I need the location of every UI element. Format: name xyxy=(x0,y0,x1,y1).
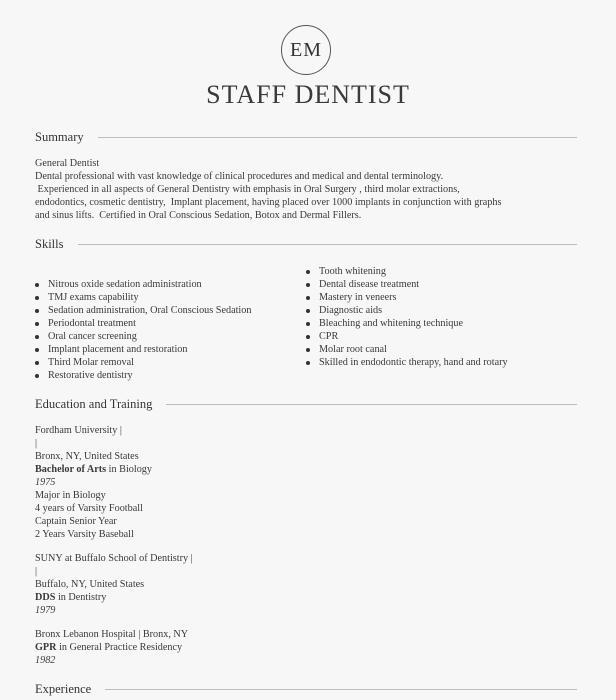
education-divider xyxy=(166,404,577,405)
degree-line xyxy=(35,591,435,604)
education-entry-bronx-lebanon xyxy=(35,628,435,667)
school-location: Bronx, NY, United States xyxy=(35,451,139,462)
degree-field: in General Practice Residency xyxy=(56,642,183,653)
resume-title: STAFF DENTIST xyxy=(206,80,410,109)
summary-line: endodontics, cosmetic dentistry, Implant placement, having placed over 1000 implants in conjunction with graphs xyxy=(35,197,502,208)
graduation-year: 1975 xyxy=(35,477,56,488)
degree-field: in Biology xyxy=(106,464,152,475)
school-name: SUNY at Buffalo School of Dentistry | xyxy=(35,553,193,564)
degree-field: in Dentistry xyxy=(55,592,107,603)
monogram-badge xyxy=(281,25,331,75)
skill-item: Mastery in veneers xyxy=(306,291,508,304)
skills-list-left xyxy=(35,278,251,382)
summary-line: Dental professional with vast knowledge of clinical procedures and medical and dental terminology. xyxy=(35,171,444,182)
experience-heading-label: Experience xyxy=(35,682,92,696)
degree-name: Bachelor of Arts xyxy=(35,464,107,475)
skills-heading xyxy=(35,237,577,252)
skill-item: Tooth whitening xyxy=(306,265,508,278)
education-note: 4 years of Varsity Football xyxy=(35,503,143,514)
separator: | xyxy=(35,438,38,449)
graduation-year: 1982 xyxy=(35,655,56,666)
graduation-year: 1979 xyxy=(35,605,56,616)
education-note: Major in Biology xyxy=(35,490,106,501)
degree-name: DDS xyxy=(35,592,56,603)
education-note: Captain Senior Year xyxy=(35,516,117,527)
skills-list-right xyxy=(306,265,508,369)
skill-item: Restorative dentistry xyxy=(35,369,251,382)
education-entry-fordham xyxy=(35,424,435,541)
skill-item: Dental disease treatment xyxy=(306,278,508,291)
summary-line: and sinus lifts. Certified in Oral Conscious Sedation, Botox and Dermal Fillers. xyxy=(35,210,362,221)
skill-item: Oral cancer screening xyxy=(35,330,251,343)
degree-line xyxy=(35,641,435,654)
skill-item: Molar root canal xyxy=(306,343,508,356)
skill-item: TMJ exams capability xyxy=(35,291,251,304)
degree-line xyxy=(35,463,435,476)
skill-item: CPR xyxy=(306,330,508,343)
education-entry-suny xyxy=(35,552,435,617)
summary-heading-label: Summary xyxy=(35,130,84,144)
skills-heading-label: Skills xyxy=(35,237,64,251)
school-name: Bronx Lebanon Hospital | Bronx, NY xyxy=(35,629,189,640)
separator: | xyxy=(35,566,38,577)
experience-heading xyxy=(35,682,577,697)
skill-item: Skilled in endodontic therapy, hand and rotary xyxy=(306,356,508,369)
skill-item: Implant placement and restoration xyxy=(35,343,251,356)
summary-divider xyxy=(98,137,577,138)
degree-name: GPR xyxy=(35,642,57,653)
skill-item: Nitrous oxide sedation administration xyxy=(35,278,251,291)
summary-heading xyxy=(35,130,577,145)
monogram-initials: EM xyxy=(290,38,322,61)
education-heading-label: Education and Training xyxy=(35,397,153,411)
experience-divider xyxy=(105,689,577,690)
skills-divider xyxy=(78,244,578,245)
skill-item: Sedation administration, Oral Conscious Sedation xyxy=(35,304,251,317)
education-heading xyxy=(35,397,577,412)
summary-line: Experienced in all aspects of General Dentistry with emphasis in Oral Surgery , third molar extractions, xyxy=(35,184,460,195)
skill-item: Periodontal treatment xyxy=(35,317,251,330)
summary-line: General Dentist xyxy=(35,158,100,169)
education-note: 2 Years Varsity Baseball xyxy=(35,529,134,540)
school-location: Buffalo, NY, United States xyxy=(35,579,145,590)
summary-body xyxy=(35,157,585,222)
skill-item: Diagnostic aids xyxy=(306,304,508,317)
skill-item: Third Molar removal xyxy=(35,356,251,369)
skill-item: Bleaching and whitening technique xyxy=(306,317,508,330)
school-name: Fordham University | xyxy=(35,425,122,436)
